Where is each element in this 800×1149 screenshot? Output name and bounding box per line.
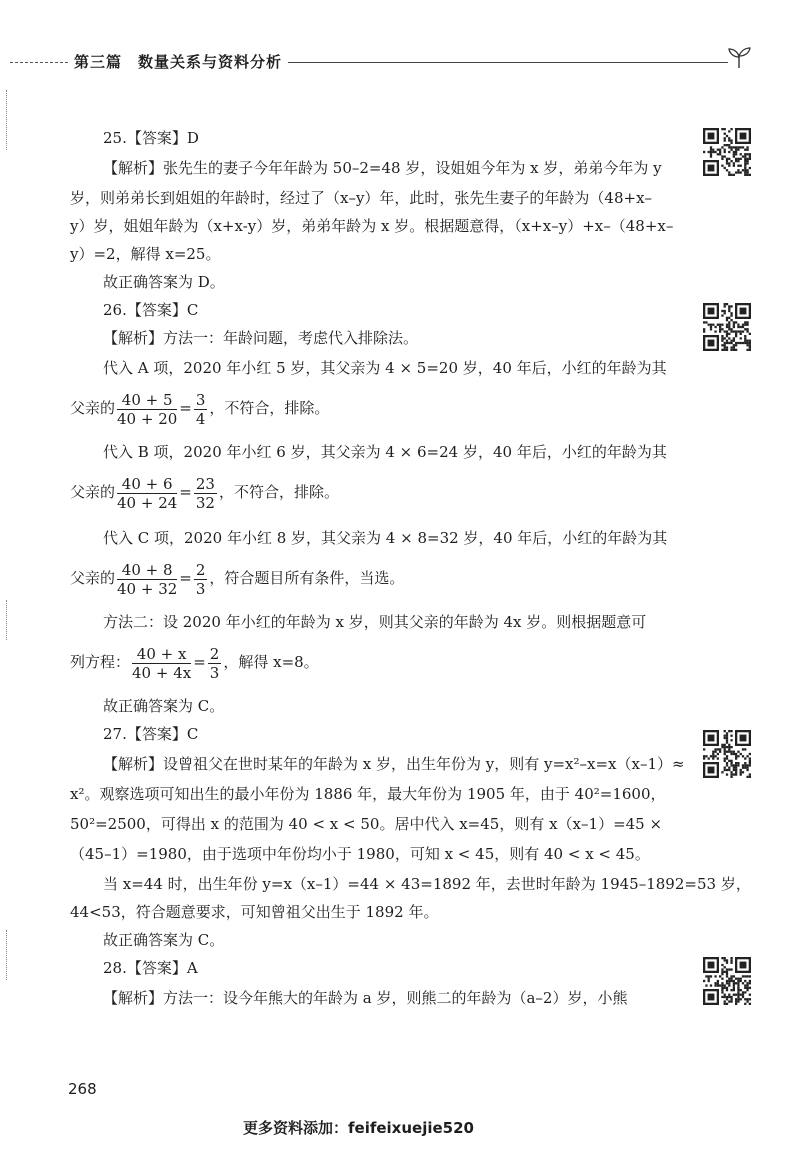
qr-code-icon (703, 730, 751, 778)
text-line: 岁，则弟弟长到姐姐的年龄时，经过了（x–y）年，此时，张先生妻子的年龄为（48+x– (70, 189, 653, 207)
q25-answer: 25.【答案】D (103, 129, 199, 147)
fraction-denominator: 40 + 24 (117, 493, 178, 512)
fraction (117, 475, 177, 512)
fraction-denominator: 40 + 4x (132, 663, 192, 682)
text-segment: 父亲的 (70, 569, 116, 587)
text-line: 代入 B 项，2020 年小红 6 岁，其父亲为 4 × 6=24 岁，40 年后，小红的年龄为其 (103, 443, 667, 461)
text-line: 【解析】方法一：年龄问题，考虑代入排除法。 (103, 329, 419, 347)
fraction-numerator: 40 + x (132, 645, 191, 664)
fraction-denominator: 3 (209, 663, 220, 682)
text-segment: 父亲的 (70, 483, 116, 501)
text-line: 44<53，符合题意要求，可知曾祖父出生于 1892 年。 (70, 903, 439, 921)
text-line: 【解析】设曾祖父在世时某年的年龄为 x 岁，出生年份为 y，则有 y=x²–x=x（x–1）≈ (103, 755, 685, 773)
fraction-numerator: 23 (195, 474, 215, 493)
fraction-numerator: 40 + 5 (117, 391, 177, 410)
qr-code-icon (703, 957, 751, 1005)
q27-answer: 27.【答案】C (103, 725, 199, 743)
qr-code-icon (703, 128, 751, 176)
text-line: 故正确答案为 C。 (103, 931, 225, 949)
fraction-line: 父亲的 $\frac{40 + 8}{40 + 32}$ = $\frac{2}{3}$ ，符合题目所有条件，当选。 (70, 560, 405, 598)
text-line: 故正确答案为 C。 (103, 697, 225, 715)
text-line: 【解析】张先生的妻子今年年龄为 50–2=48 岁，设姐姐今年为 x 岁，弟弟今年为 y (103, 159, 662, 177)
text-segment: ，不符合，排除。 (218, 483, 339, 501)
fraction-line: 父亲的 $\frac{40 + 6}{40 + 24}$ = $\frac{23}{32}$ ，不符合，排除。 (70, 474, 339, 512)
fraction (208, 645, 222, 682)
fraction (117, 561, 177, 598)
binding-margin-marks (6, 930, 9, 980)
text-segment: ，不符合，排除。 (209, 399, 330, 417)
fraction (194, 475, 217, 512)
text-line: 代入 A 项，2020 年小红 5 岁，其父亲为 4 × 5=20 岁，40 年后，小红的年龄为其 (103, 359, 667, 377)
page-header (0, 44, 800, 74)
text-line: 当 x=44 时，出生年份 y=x（x–1）=44 × 43=1892 年，去世时年龄为 1945–1892=53 岁， (103, 875, 751, 893)
text-line: 50²=2500，可得出 x 的范围为 40 < x < 50。居中代入 x=45，则有 x（x–1）=45 × (70, 815, 663, 833)
fraction (132, 645, 191, 682)
fraction-numerator: 3 (195, 390, 206, 409)
fraction-line: 父亲的 $\frac{40 + 5}{40 + 20}$ = $\frac{3}{4}$ ，不符合，排除。 (70, 390, 330, 428)
sprout-icon (726, 44, 752, 74)
header-rule-right (288, 62, 728, 63)
fraction-numerator: 2 (195, 560, 206, 579)
page-number: 268 (68, 1080, 97, 1098)
q26-answer: 26.【答案】C (103, 301, 199, 319)
fraction-numerator: 2 (209, 644, 220, 663)
text-segment: ，符合题目所有条件，当选。 (209, 569, 405, 587)
text-segment: 列方程： (70, 653, 131, 671)
text-line: 【解析】方法一：设今年熊大的年龄为 a 岁，则熊二的年龄为（a–2）岁，小熊 (103, 989, 628, 1007)
fraction-line: 列方程： $\frac{40 + x}{40 + 4x}$ = $\frac{2}{3}$ ，解得 x=8。 (70, 644, 319, 682)
binding-margin-marks (6, 90, 9, 150)
text-segment: ，解得 x=8。 (223, 653, 319, 671)
fraction-denominator: 32 (195, 493, 215, 512)
text-line: 代入 C 项，2020 年小红 8 岁，其父亲为 4 × 8=32 岁，40 年后，小红的年龄为其 (103, 529, 668, 547)
fraction-denominator: 4 (195, 409, 206, 428)
fraction (194, 561, 208, 598)
binding-margin-marks (6, 600, 9, 640)
fraction-denominator: 40 + 20 (117, 409, 178, 428)
fraction (194, 391, 208, 428)
text-segment: 父亲的 (70, 399, 116, 417)
text-line: 故正确答案为 D。 (103, 273, 225, 291)
text-line: y）=2，解得 x=25。 (70, 245, 221, 263)
fraction-denominator: 3 (195, 579, 206, 598)
fraction (117, 391, 177, 428)
q28-answer: 28.【答案】A (103, 959, 198, 977)
footer-note: 更多资料添加：feifeixuejie520 (243, 1119, 474, 1137)
fraction-numerator: 40 + 8 (117, 561, 177, 580)
text-line: x²。观察选项可知出生的最小年份为 1886 年，最大年份为 1905 年，由于 40²=1600， (70, 785, 666, 803)
text-line: y）岁，姐姐年龄为（x+x-y）岁，弟弟年龄为 x 岁。根据题意得，（x+x–y）+x–（48+x– (70, 217, 674, 235)
section-title: 第三篇 数量关系与资料分析 (74, 53, 283, 71)
header-rule-left (10, 62, 68, 63)
text-line: （45–1）=1980，由于选项中年份均小于 1980，可知 x < 45，则有 40 < x < 45。 (70, 845, 650, 863)
qr-code-icon (703, 303, 751, 351)
fraction-numerator: 40 + 6 (117, 475, 177, 494)
fraction-denominator: 40 + 32 (117, 579, 178, 598)
text-line: 方法二：设 2020 年小红的年龄为 x 岁，则其父亲的年龄为 4x 岁。则根据题意可 (103, 613, 647, 631)
